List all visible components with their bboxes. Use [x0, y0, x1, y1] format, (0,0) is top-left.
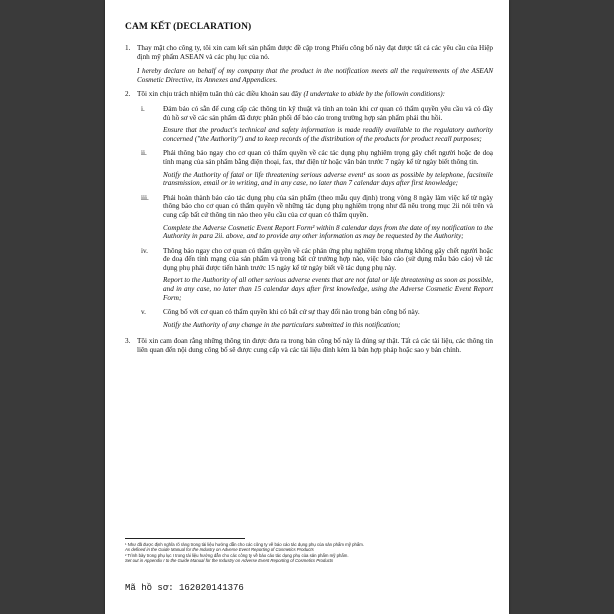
subitem-en-text: Notify the Authority of fatal or life threatening serious adverse event¹ as soon as possible by telephone, facsimile transmission, email or in writing, and in any case, no later than 7 calendar days after first knowledge; [163, 170, 493, 188]
subitem-vi-text: Công bố với cơ quan có thẩm quyền khi có bất cứ sự thay đổi nào trong bản công bố này. [163, 308, 420, 317]
document-page [105, 0, 509, 614]
subitem-vi-text: Phải hoàn thành báo cáo tác dụng phụ của sản phẩm (theo mẫu quy định) trong vòng 8 ngày làm việc kể từ ngày thông báo cho cơ quan có thẩm quyền về những tác dụng phụ nghiêm trọng như đã nêu trong mục 2ii nói trên và cung cấp bất cứ thông tin nào theo yêu cầu của cơ quan có thẩm quyền. [163, 193, 493, 219]
item-en-text: I hereby declare on behalf of my company that the product in the notification meets all the requirements of the ASEAN Cosmetic Directive, its Annexes and Appendices. [137, 67, 493, 84]
item-number: 3. [125, 337, 131, 346]
subitem-number: ii. [141, 149, 147, 158]
subitem-number: iv. [141, 246, 148, 255]
item-number: 2. [125, 90, 131, 99]
item-number: 1. [125, 44, 131, 52]
record-number: Mã hồ sơ: 162020141376 [125, 583, 244, 593]
footnote-divider [125, 538, 245, 539]
footnote-2-en: Set out in Appendix I to the Guide Manual for the Industry on Adverse Event Reporting of Cosmetics Products [125, 558, 334, 564]
subitem-en-text: Ensure that the product's technical and safety information is made readily available to the regulatory authority concerned ("the Authority") and to keep records of the distribution of the products for product recall purposes; [163, 126, 493, 143]
subitem-number: v. [141, 308, 146, 317]
item-vi-lead: Tôi xin chịu trách nhiệm tuân thủ các điều khoản sau đây [137, 90, 302, 99]
subitem-number: i. [141, 104, 145, 113]
subitem-vi-text: Phải thông báo ngay cho cơ quan có thẩm quyền về các tác dụng phụ nghiêm trọng gây chết người hoặc đe doạ tính mạng của sản phẩm bằng điện thoại, fax, thư điện tử hoặc văn bản trước 7 ngày kể từ ngày biết thông tin. [163, 149, 493, 166]
declaration-title: CAM KẾT (DECLARATION) [125, 22, 252, 32]
footnote-2-vi: ² Trình bày trong phụ lục I trong tài liệu hướng dẫn cho các công ty về báo cáo tác dụng phụ của sản phẩm mỹ phẩm. [125, 552, 349, 558]
footnote-1-vi: ¹ Như đã được định nghĩa rõ ràng trong tài liệu hướng dẫn cho các công ty về báo cáo tác dụng phụ của sản phẩm mỹ phẩm. [125, 542, 365, 547]
subitem-number: iii. [141, 193, 149, 202]
item-vi-text: Tôi xin cam đoan rằng những thông tin được đưa ra trong bản công bố này là đúng sự thật. Tất cả các tài liệu, các thông tin liên quan đến nội dung công bố sẽ được cung cấp và các tài liệu đính kèm là bản hợp pháp hoặc sao y bản chính. [137, 337, 493, 355]
footnote-1-en: As defined in the Guide Manual for the Industry on Adverse Event Reporting of Cosmetics Products [125, 547, 314, 553]
subitem-en-text: Complete the Adverse Cosmetic Event Report Form² within 8 calendar days from the date of my notification to the Authority in para 2ii. above, and to provide any other information as may be requested by the Authority; [163, 223, 493, 241]
declaration-item-2 [125, 90, 493, 99]
subitem-vi-text: Thông báo ngay cho cơ quan có thẩm quyền về các phản ứng phụ nghiêm trọng nhưng không gây chết người hoặc đe doạ đến tính mạng của sản phẩm và trong bất cứ trường hợp nào, việc báo cáo (sử dụng mẫu báo cáo) về tác dụng phụ phải được tiến hành trước 15 ngày kể từ ngày biết về tác dụng phụ này. [163, 246, 493, 272]
subitem-en-text: Notify the Authority of any change in the particulars submitted in this notification; [163, 320, 401, 329]
declaration-item-1 [125, 44, 493, 84]
footnotes [125, 538, 493, 564]
subitem-iv [137, 247, 493, 303]
declaration-content [125, 22, 493, 355]
subitem-vi-text: Đảm bảo có sẵn để cung cấp các thông tin kỹ thuật và tính an toàn khi cơ quan có thẩm quyền yêu cầu và có đầy đủ hồ sơ về các sản phẩm đã được phân phối để bảo cáo trong trường hợp sản phẩm phải thu hồi. [163, 104, 493, 122]
subitem-v [137, 308, 493, 329]
item-en-inline: (I undertake to abide by the followin conditions): [303, 90, 445, 99]
item-vi-text: Thay mặt cho công ty, tôi xin cam kết sản phẩm được đề cập trong Phiếu công bố này đạt được tất cả các yêu cầu của Hiệp định mỹ phẩm ASEAN và các phụ lục của nó. [137, 44, 493, 61]
subitem-iii [137, 194, 493, 241]
subitem-en-text: Report to the Authority of all other serious adverse events that are not fatal or life threatening as soon as possible, and in any case, no later than 15 calendar days after first knowledge, using the Adverse Cosmetic Event Report Form; [163, 276, 493, 302]
subitem-ii [137, 149, 493, 187]
declaration-item-3 [125, 337, 493, 354]
subitem-i [137, 105, 493, 143]
item-vi-text [137, 90, 493, 99]
